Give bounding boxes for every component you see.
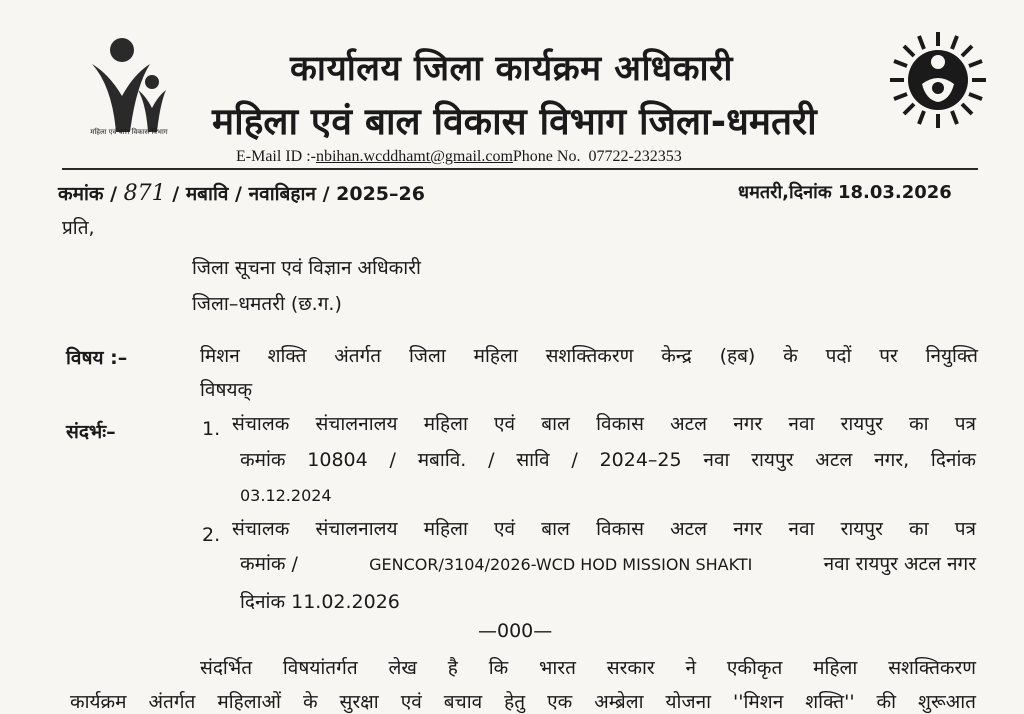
addressee-line-1: जिला सूचना एवं विज्ञान अधिकारी [192, 257, 421, 279]
ref-item-1-line-2: कमांक 10804 / मबावि. / सावि / 2024–25 नवा रायपुर अटल नगर, दिनांक [240, 449, 976, 471]
date-label: धमतरी,दिनांक [738, 182, 832, 203]
ref-item-2-line-2 [240, 550, 976, 576]
ref-rest: मबावि / नवाबिहान / 2025–26 [185, 183, 425, 205]
to-label: प्रति, [62, 217, 95, 239]
subject-line-1: मिशन शक्ति अंतर्गत जिला महिला सशक्तिकरण केन्द्र (हब) के पदों पर नियुक्ति [200, 345, 978, 367]
ref-item-1-line-3: 03.12.2024 [240, 486, 332, 505]
ref-item-1-line-1: संचालक संचालनालय महिला एवं बाल विकास अटल नगर नवा रायपुर का पत्र [232, 413, 976, 435]
section-separator: —000— [478, 620, 553, 642]
ref-item-2-line-1: संचालक संचालनालय महिला एवं बाल विकास अटल नगर नवा रायपुर का पत्र [232, 518, 976, 540]
email-link[interactable]: nbihan.wcddhamt@gmail.com [315, 148, 513, 165]
ref-item-1-number: 1. [202, 418, 221, 440]
addressee-line-2: जिला–धमतरी (छ.ग.) [192, 293, 342, 315]
phone-number: 07722-232353 [588, 148, 682, 165]
ref-item-2-prefix: कमांक / [240, 553, 298, 575]
email-label: E-Mail ID :- [236, 148, 316, 165]
body-line-2: कार्यक्रम अंतर्गत महिलाओं के सुरक्षा एवं बचाव हेतु एक अम्ब्रेला योजना ''मिशन शक्ति'' की शुरूआत [70, 691, 976, 713]
ref-item-2-number: 2. [202, 524, 221, 546]
ref-item-2-line-3: दिनांक 11.02.2026 [240, 591, 400, 613]
body-line-1: संदर्भित विषयांतर्गत लेख है कि भारत सरकार ने एकीकृत महिला सशक्तिकरण [200, 657, 976, 679]
subject-label: विषय :– [66, 347, 128, 369]
ref-handwritten-number: 871 [123, 181, 166, 206]
date-value: 18.03.2026 [837, 182, 952, 203]
women-child-logo-icon [84, 34, 184, 134]
sun-mother-child-emblem-icon [886, 28, 990, 132]
reference-number: कमांक / 871 / मबावि / नवाबिहान / 2025–26 [58, 181, 425, 206]
ref-prefix: कमांक [58, 183, 104, 205]
logo-caption: महिला एवं बाल विकास विभाग [90, 128, 168, 136]
contact-line [236, 148, 682, 166]
header-divider [62, 168, 978, 170]
subject-line-2: विषयक् [200, 379, 253, 401]
phone-label: Phone No. [512, 148, 581, 165]
office-title: कार्यालय जिला कार्यक्रम अधिकारी [290, 49, 733, 89]
ref-item-2-code: GENCOR/3104/2026-WCD HOD MISSION SHAKTI [369, 555, 753, 574]
references-label: संदर्भः– [66, 421, 116, 443]
ref-item-2-suffix: नवा रायपुर अटल नगर [823, 553, 976, 575]
department-title: महिला एवं बाल विकास विभाग जिला-धमतरी [212, 100, 817, 143]
letter-date [738, 180, 952, 204]
